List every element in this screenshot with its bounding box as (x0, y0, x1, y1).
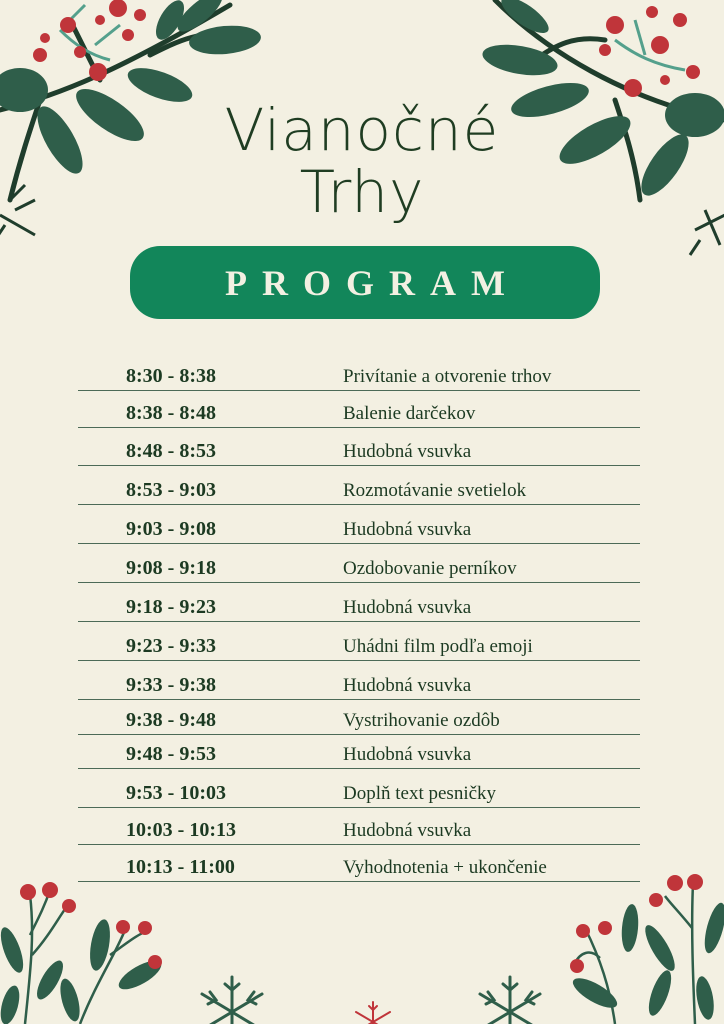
schedule-activity: Vystrihovanie ozdôb (343, 710, 500, 731)
schedule-row (78, 735, 640, 769)
schedule-time: 9:23 - 9:33 (126, 635, 216, 657)
schedule-row (78, 622, 640, 661)
schedule-activity: Hudobná vsuvka (343, 519, 472, 540)
schedule-activity: Hudobná vsuvka (343, 820, 472, 841)
program-banner (130, 246, 600, 319)
schedule-time: 9:33 - 9:38 (126, 674, 216, 696)
schedule-row (78, 544, 640, 583)
schedule-activity: Ozdobovanie perníkov (343, 558, 517, 579)
schedule-time: 9:53 - 10:03 (126, 782, 226, 804)
schedule-time: 9:08 - 9:18 (126, 557, 216, 579)
schedule-activity: Doplň text pesničky (343, 783, 497, 804)
schedule-activity: Balenie darčekov (343, 403, 476, 424)
schedule-activity: Hudobná vsuvka (343, 441, 472, 462)
schedule-row (78, 362, 640, 391)
schedule-row (78, 700, 640, 735)
schedule-activity: Hudobná vsuvka (343, 675, 472, 696)
schedule-time: 9:48 - 9:53 (126, 743, 216, 765)
schedule-time: 8:38 - 8:48 (126, 402, 216, 424)
schedule-activity: Privítanie a otvorenie trhov (343, 366, 552, 387)
schedule-row (78, 661, 640, 700)
schedule-time: 10:03 - 10:13 (126, 819, 236, 841)
snowflake-icon (192, 972, 272, 1024)
schedule-activity: Vyhodnotenia + ukončenie (343, 857, 547, 878)
schedule-activity: Hudobná vsuvka (343, 597, 472, 618)
schedule-activity: Hudobná vsuvka (343, 744, 472, 765)
berry-sprig-bottom-left (0, 875, 170, 1024)
schedule-row (78, 391, 640, 428)
schedule-time: 8:48 - 8:53 (126, 440, 216, 462)
schedule-row (78, 769, 640, 808)
schedule-activity: Uhádni film podľa emoji (343, 636, 533, 657)
berry-sprig-bottom-right (555, 868, 724, 1024)
schedule-time: 9:18 - 9:23 (126, 596, 216, 618)
snowflake-icon (470, 972, 550, 1024)
title-line-1: Vianočné (224, 96, 500, 164)
schedule-time: 9:38 - 9:48 (126, 709, 216, 731)
schedule-time: 8:53 - 9:03 (126, 479, 216, 501)
program-banner-label: PROGRAM (225, 262, 520, 303)
schedule-row (78, 583, 640, 622)
schedule-time: 8:30 - 8:38 (126, 365, 216, 387)
snowflake-icon (350, 1000, 396, 1024)
schedule-row (78, 505, 640, 544)
schedule-time: 9:03 - 9:08 (126, 518, 216, 540)
title-line-2: Trhy (299, 158, 425, 226)
schedule-time: 10:13 - 11:00 (126, 856, 235, 878)
schedule-row (78, 428, 640, 466)
schedule-row (78, 466, 640, 505)
schedule-table (78, 362, 640, 882)
schedule-activity: Rozmotávanie svetielok (343, 480, 527, 501)
schedule-row (78, 808, 640, 845)
